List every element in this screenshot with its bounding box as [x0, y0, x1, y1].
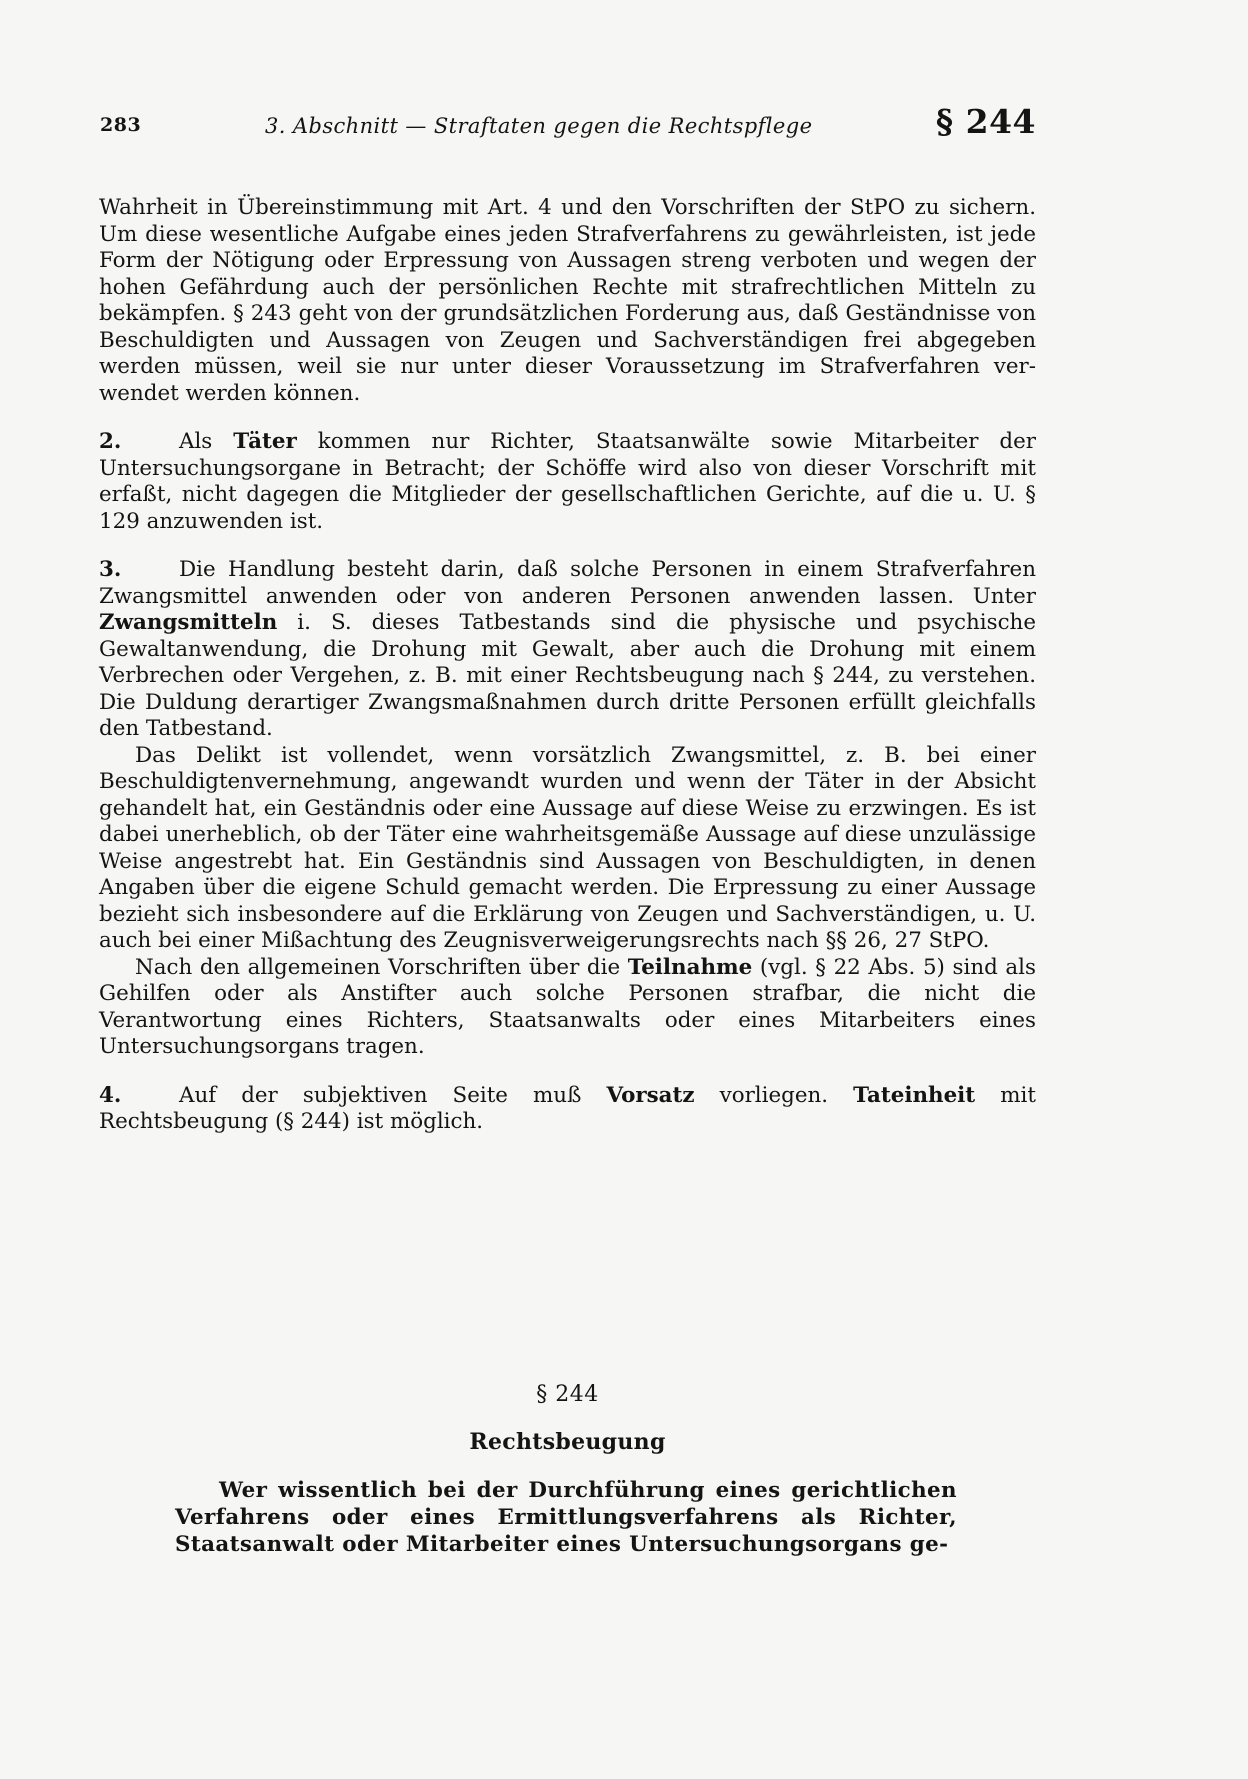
- law-text: [175, 1477, 957, 1558]
- paragraph-text: Als: [179, 429, 234, 454]
- running-header: [100, 100, 1040, 146]
- running-section-title: 3. Abschnitt — Straftaten gegen die Rechtspflege: [265, 114, 813, 138]
- paragraph-text: mit Rechtsbeugung (§ 244) ist möglich.: [99, 1082, 1036, 1134]
- paragraph-3: [99, 557, 1036, 743]
- term-teilnahme: Teilnahme: [627, 954, 753, 980]
- paragraph-teilnahme: [99, 955, 1036, 1061]
- commentary-body: [99, 195, 1036, 1136]
- paragraph-delikt: Das Delikt ist vollendet, wenn vorsätzlich Zwangsmittel, z. B. bei einer Beschuldigtenvernehmung, angewandt wurden und wenn der Täter in der Absicht gehandelt hat, ein Geständnis oder eine Aussage auf diese Weise zu erzwingen. Es ist dabei unerheblich, ob der Täter eine wahrheitsgemäße Aussage auf diese unzulässige Weise angestrebt hat. Ein Geständnis sind Aussagen von Beschuldigten, in denen Angaben über die eigene Schuld gemacht werden. Die Erpressung zu einer Aussage bezieht sich insbesondere auf die Erklärung von Zeugen und Sachverständigen, u. U. auch bei einer Mißachtung des Zeugnisverweigerungsrechts nach §§ 26, 27 StPO.: [99, 742, 1036, 953]
- paragraph-number: 3.: [99, 557, 122, 582]
- paragraph-text: Nach den allgemeinen Vorschriften über die: [135, 954, 628, 980]
- law-section-title: Rechtsbeugung: [469, 1429, 666, 1455]
- term-zwangsmittel: Zwangsmitteln: [99, 610, 278, 635]
- term-tateinheit: Tateinheit: [853, 1082, 976, 1108]
- law-section-number: § 244: [536, 1382, 599, 1407]
- page-number: 283: [100, 114, 142, 136]
- paragraph-2: [99, 429, 1036, 535]
- term-vorsatz: Vorsatz: [606, 1082, 695, 1108]
- paragraph-text: i. S. dieses Tatbestands sind die physische und psychische Gewaltanwendung, die Drohung mit Gewalt, aber auch die Drohung mit einem Verbrechen oder Vergehen, z. B. mit einer Rechtsbeugung nach § 244, zu verstehen. Die Duldung derartiger Zwangsmaßnahmen durch dritte Personen erfüllt gleichfalls den Tatbestand.: [99, 610, 1036, 741]
- paragraph-text: kommen nur Richter, Staatsanwälte sowie Mitarbeiter der Untersuchungsorgane in Betracht; der Schöffe wird also von dieser Vorschrift mit erfaßt, nicht dagegen die Mitglieder der gesellschaftlichen Gerichte, auf die u. U. § 129 anzuwenden ist.: [99, 429, 1036, 534]
- term-taeter: Täter: [233, 429, 297, 454]
- paragraph-continuation: Wahrheit in Übereinstimmung mit Art. 4 und den Vorschriften der StPO zu sichern. Um diese wesentliche Aufgabe eines jeden Strafverfahrens zu gewährleisten, ist jede Form der Nötigung oder Erpressung von Aussagen streng verboten und wegen der hohen Gefährdung auch der persönlichen Rechte mit strafrechtlichen Mitteln zu bekämpfen. § 243 geht von der grundsätzlichen Forderung aus, daß Geständnisse von Beschuldigten und Aussagen von Zeugen und Sachverständigen frei abgegeben werden müssen, weil sie nur unter dieser Voraussetzung im Strafverfahren verwendet werden können.: [99, 195, 1036, 406]
- law-text-body: Wer wissentlich bei der Durchführung eines gerichtlichen Verfahrens oder eines Ermittlungsverfahrens als Richter, Staatsanwalt oder Mitarbeiter eines Untersuchungsorgans ge-: [175, 1478, 957, 1557]
- paragraph-number: 4.: [99, 1082, 122, 1108]
- paragraph-text: Auf der subjektiven Seite muß: [179, 1082, 607, 1108]
- law-heading: [99, 1382, 1036, 1455]
- running-paragraph-symbol: § 244: [935, 102, 1036, 141]
- paragraph-4: [99, 1083, 1036, 1136]
- paragraph-number: 2.: [99, 429, 122, 454]
- paragraph-text: Die Handlung besteht darin, daß solche Personen in einem Strafverfahren Zwangsmittel anwenden oder von anderen Personen anwenden lassen. Unter: [99, 557, 1036, 609]
- paragraph-text: vorliegen.: [694, 1082, 854, 1108]
- paragraph-text: (vgl. § 22 Abs. 5) sind als Gehilfen oder als Anstifter auch solche Personen strafbar, die nicht die Verantwortung eines Richters, Staatsanwalts oder eines Mitarbeiters eines Untersuchungsorgans tragen.: [99, 954, 1036, 1059]
